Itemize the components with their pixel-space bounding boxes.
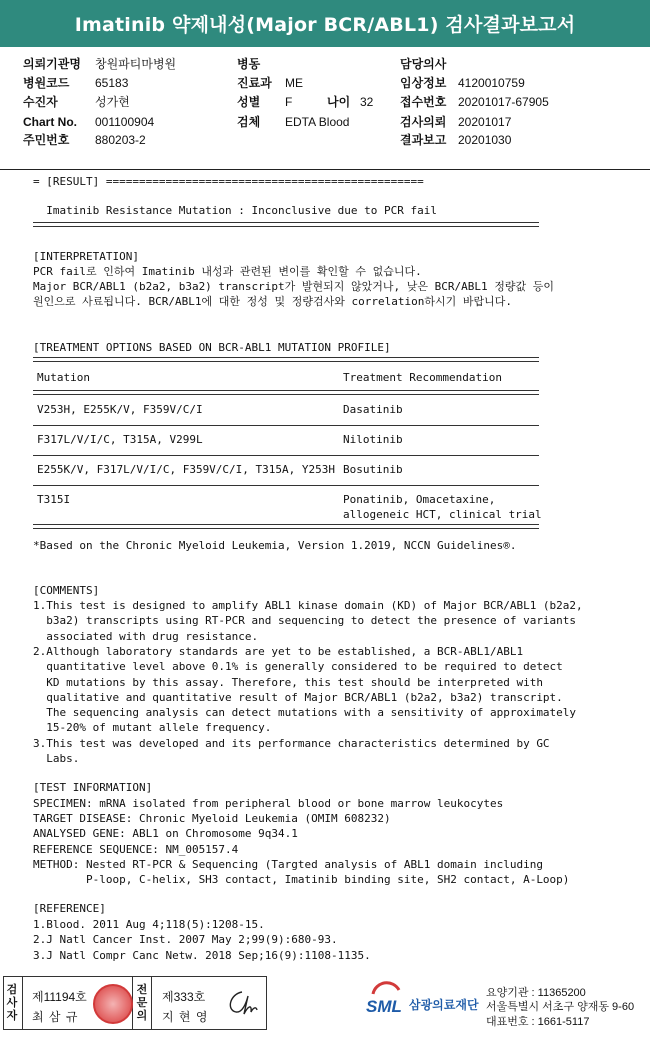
table-row-rule	[33, 455, 539, 456]
header-row	[237, 113, 349, 132]
table-top-rule	[33, 357, 539, 362]
header-label: 의뢰기관명	[23, 57, 81, 71]
report-footer	[0, 974, 650, 1040]
comment-line: 3.This test was developed and its performance characteristics determined by GC	[33, 736, 550, 750]
phone: 대표번호 : 1661-5117	[486, 1016, 590, 1028]
header-row	[23, 113, 154, 132]
signature-image	[222, 984, 260, 1020]
comment-line: quantitative level above 0.1% is generally considered to be required to detect	[33, 660, 563, 674]
table-cell-mutation: E255K/V, F317L/V/I/C, F359V/C/I, T315A, Y253H	[37, 463, 336, 476]
comment-line: 1.This test is designed to amplify ABL1 kinase domain (KD) of Major BCR/ABL1 (b2a2,	[33, 599, 583, 612]
table-cell-treatment: Dasatinib	[343, 403, 403, 416]
header-label: 병원코드	[23, 76, 70, 90]
comment-line: Labs.	[33, 752, 80, 765]
header-value: 880203-2	[95, 133, 146, 147]
examiner-license: 제11194호	[32, 990, 87, 1004]
table-cell-treatment: allogeneic HCT, clinical trial	[343, 508, 542, 521]
test-info-line: REFERENCE SEQUENCE: NM_005157.4	[33, 842, 239, 856]
header-row	[237, 55, 285, 74]
reference-header: [REFERENCE]	[33, 902, 106, 915]
official-seal	[93, 984, 133, 1024]
logo-text: SML	[366, 997, 402, 1016]
header-label: 병동	[237, 57, 261, 71]
table-cell-treatment: Ponatinib, Omacetaxine,	[343, 493, 496, 506]
table-cell-treatment: Bosutinib	[343, 463, 403, 476]
reference-line: 3.J Natl Compr Canc Netw. 2018 Sep;16(9):1108-1135.	[33, 948, 371, 962]
address: 서울특별시 서초구 양재동 9-60	[486, 1001, 635, 1013]
header-value: 창원파티마병원	[95, 57, 177, 71]
header-label: 접수번호	[400, 95, 447, 109]
header-value: EDTA Blood	[285, 115, 350, 129]
table-cell-mutation: T315I	[37, 493, 71, 506]
result-header: = [RESULT] ================================================	[33, 175, 424, 188]
vertical-char: 검	[6, 984, 18, 996]
vertical-char: 자	[6, 1010, 18, 1022]
header-value: 32	[360, 95, 374, 109]
table-row-rule	[33, 425, 539, 426]
guideline-note: *Based on the Chronic Myeloid Leukemia, Version 1.2019, NCCN Guidelines®.	[33, 539, 517, 552]
header-label: 임상정보	[400, 76, 447, 90]
signature-divider-3	[151, 976, 152, 1030]
test-info-line: ANALYSED GENE: ABL1 on Chromosome 9q34.1	[33, 827, 298, 841]
interpretation-line: Major BCR/ABL1 (b2a2, b3a2) transcript가 발현되지 않았거나, 낮은 BCR/ABL1 정량값 등이	[33, 280, 555, 293]
examiner-vertical-label	[5, 984, 19, 1023]
table-cell-treatment: Nilotinib	[343, 433, 403, 446]
table-cell-mutation: F317L/V/I/C, T315A, V299L	[37, 433, 203, 446]
header-label: 주민번호	[23, 133, 70, 147]
header-value: 20201017	[458, 115, 512, 129]
header-value: F	[285, 95, 293, 109]
header-divider	[0, 169, 650, 170]
header-row	[400, 131, 511, 150]
examiner-name: 최 삼 규	[32, 1010, 79, 1024]
header-label: 수진자	[23, 95, 58, 109]
vertical-char: 전	[136, 984, 148, 996]
header-label: 진료과	[237, 76, 272, 90]
header-label: 나이	[327, 95, 351, 109]
vertical-char: 사	[6, 997, 18, 1009]
header-row	[400, 74, 525, 93]
header-row	[237, 93, 292, 112]
org-name: 삼광의료재단	[409, 998, 479, 1012]
comment-line: associated with drug resistance.	[33, 629, 259, 643]
table-row-rule	[33, 485, 539, 486]
comment-line: The sequencing analysis can detect mutations with a sensitivity of approximately	[33, 706, 577, 720]
header-label: 결과보고	[400, 133, 447, 147]
header-label: 담당의사	[400, 57, 447, 71]
header-row	[23, 131, 146, 150]
interpretation-line: PCR fail로 인하여 Imatinib 내성과 관련된 변이를 확인할 수 없습니다.	[33, 265, 422, 278]
vertical-char: 의	[136, 1010, 148, 1022]
header-label: Chart No.	[23, 115, 77, 129]
header-row	[23, 74, 128, 93]
header-value: 001100904	[95, 115, 155, 129]
header-value: 성가현	[95, 95, 130, 109]
header-value: 65183	[95, 76, 129, 90]
reference-line: 2.J Natl Cancer Inst. 2007 May 2;99(9):680-93.	[33, 933, 338, 947]
interpretation-line: 원인으로 사료됩니다. BCR/ABL1에 대한 정성 및 정량검사와 correlation하시기 바랍니다.	[33, 295, 512, 308]
specialist-vertical-label	[135, 984, 149, 1023]
comment-line: b3a2) transcripts using RT-PCR and sequencing to detect the presence of variants	[33, 614, 577, 628]
reference-line: 1.Blood. 2011 Aug 4;118(5):1208-15.	[33, 918, 265, 931]
vertical-char: 문	[136, 997, 148, 1009]
header-row	[23, 93, 130, 112]
specialist-license: 제333호	[162, 990, 206, 1004]
comment-line: KD mutations by this assay. Therefore, this test should be interpreted with	[33, 675, 543, 689]
header-row	[23, 55, 176, 74]
header-row	[400, 55, 458, 74]
table-cell-mutation: V253H, E255K/V, F359V/C/I	[37, 403, 203, 416]
sml-logo-icon	[365, 980, 405, 1020]
test-info-line: SPECIMEN: mRNA isolated from peripheral blood or bone marrow leukocytes	[33, 797, 504, 810]
report-title: Imatinib 약제내성(Major BCR/ABL1) 검사결과보고서	[0, 0, 650, 47]
header-label: 검사의뢰	[400, 115, 447, 129]
header-value: 20201030	[458, 133, 512, 147]
care-code: 요양기관 : 11365200	[486, 987, 586, 999]
table-header-rule	[33, 390, 539, 395]
test-info-line: TARGET DISEASE: Chronic Myeloid Leukemia (OMIM 608232)	[33, 812, 391, 826]
header-row-age	[327, 93, 373, 112]
table-bottom-rule	[33, 524, 539, 529]
comment-line: qualitative and quantitative result of Major BCR/ABL1 (b2a2, b3a2) transcript.	[33, 690, 563, 704]
table-header-mutation: Mutation	[37, 371, 90, 384]
specialist-name: 지 현 영	[162, 1010, 209, 1024]
table-header-treatment: Treatment Recommendation	[343, 371, 502, 384]
comments-header: [COMMENTS]	[33, 584, 100, 597]
header-row	[400, 113, 511, 132]
header-value: 4120010759	[458, 76, 525, 90]
header-row	[400, 93, 549, 112]
header-row	[237, 74, 303, 93]
test-info-line: METHOD: Nested RT-PCR & Sequencing (Targted analysis of ABL1 domain including	[33, 857, 543, 871]
interpretation-header: [INTERPRETATION]	[33, 250, 139, 263]
header-label: 검체	[237, 115, 261, 129]
signature-divider-1	[22, 976, 23, 1030]
comment-line: 2.Although laboratory standards are yet to be established, a BCR-ABL1/ABL1	[33, 644, 524, 658]
header-label: 성별	[237, 95, 261, 109]
test-info-line: P-loop, C-helix, SH3 contact, Imatinib binding site, SH2 contact, A-Loop)	[33, 873, 570, 886]
header-value: ME	[285, 76, 303, 90]
result-divider	[33, 222, 539, 227]
treatment-header: [TREATMENT OPTIONS BASED ON BCR-ABL1 MUTATION PROFILE]	[33, 341, 391, 354]
result-text: Imatinib Resistance Mutation : Inconclusive due to PCR fail	[33, 204, 437, 217]
comment-line: 15-20% of mutant allele frequency.	[33, 721, 272, 735]
test-info-header: [TEST INFORMATION]	[33, 781, 153, 794]
header-value: 20201017-67905	[458, 95, 549, 109]
